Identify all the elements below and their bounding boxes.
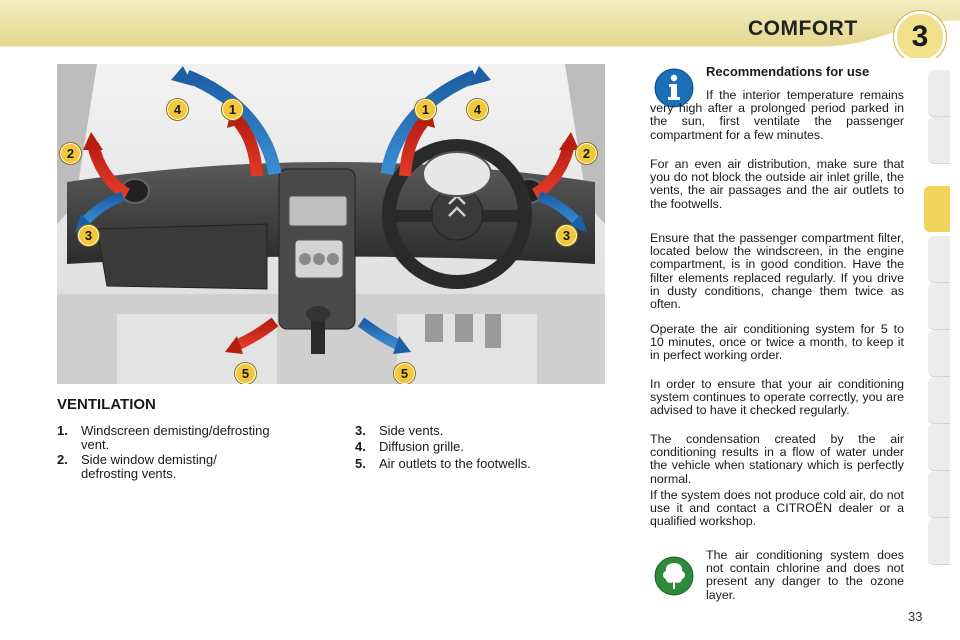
chapter-tabs	[928, 70, 950, 570]
recommendation-paragraph: Ensure that the passenger compartment filter, located below the windscreen, in the engine compartment, is in good condition. Have the filter elements replaced regularly. If you drive in dusty conditions, change them twice as often.	[650, 231, 904, 312]
chapter-tab[interactable]	[928, 471, 950, 518]
legend-item-5	[355, 457, 595, 473]
callout-3-left: 3	[78, 225, 99, 246]
chapter-tab[interactable]	[928, 377, 950, 424]
environment-note: The air conditioning system does not contain chlorine and does not present any danger to the ozone layer.	[706, 548, 904, 602]
recommendation-paragraph: Operate the air conditioning system for 5 to 10 minutes, once or twice a month, to keep it in perfect working order.	[650, 322, 904, 363]
recommendation-paragraph: If the interior temperature remains very high after a prolonged period parked in the sun, first ventilate the passenger compartment for a few minutes.	[650, 88, 904, 142]
chapter-tab[interactable]	[928, 330, 950, 377]
chapter-tab[interactable]	[928, 518, 950, 565]
legend-item-2	[57, 453, 327, 483]
legend-text: Side vents.	[379, 423, 444, 438]
legend-number: 1.	[57, 423, 68, 438]
dashboard-illustration	[57, 64, 605, 384]
tree-icon	[654, 556, 694, 596]
recommendation-paragraph: For an even air distribution, make sure that you do not block the outside air inlet grille, the vents, the air passages and the air outlets to the footwells.	[650, 157, 904, 211]
callout-4-left: 4	[167, 99, 188, 120]
recommendation-paragraph: In order to ensure that your air conditioning system continues to operate correctly, you are advised to have it checked regularly.	[650, 377, 904, 418]
legend-number: 2.	[57, 452, 68, 467]
ventilation-heading: VENTILATION	[57, 396, 156, 413]
dashboard-ventilation-figure	[57, 64, 605, 384]
legend-text: Air outlets to the footwells.	[379, 456, 531, 471]
callout-3-right: 3	[556, 225, 577, 246]
recommendations-title: Recommendations for use	[706, 64, 870, 79]
legend-item-3	[355, 424, 595, 440]
page-number: 33	[908, 609, 923, 624]
legend-item-1	[57, 424, 327, 454]
chapter-title: COMFORT	[748, 17, 858, 40]
chapter-number-badge: 3	[894, 11, 946, 58]
legend-item-4	[355, 440, 595, 456]
chapter-tab[interactable]	[928, 283, 950, 330]
legend-number: 3.	[355, 423, 366, 438]
page-header	[0, 0, 960, 58]
callout-2-right: 2	[576, 143, 597, 164]
legend-text: Side window demisting/ defrosting vents.	[81, 452, 217, 481]
callout-2-left: 2	[60, 143, 81, 164]
legend-number: 5.	[355, 456, 366, 471]
chapter-tab-active[interactable]	[924, 186, 950, 232]
callout-4-right: 4	[467, 99, 488, 120]
chapter-tab[interactable]	[928, 236, 950, 283]
legend-text: Diffusion grille.	[379, 439, 465, 454]
chapter-tab[interactable]	[928, 70, 950, 117]
callout-5-right: 5	[394, 363, 415, 384]
legend-number: 4.	[355, 439, 366, 454]
recommendation-paragraph: If the system does not produce cold air, do not use it and contact a CITROËN dealer or a qualified workshop.	[650, 488, 904, 529]
callout-5-left: 5	[235, 363, 256, 384]
recommendation-paragraph: The condensation created by the air conditioning results in a flow of water under the vehicle when stationary which is perfectly normal.	[650, 432, 904, 486]
legend-text: Windscreen demisting/defrosting vent.	[81, 423, 270, 452]
callout-1-left: 1	[222, 99, 243, 120]
callout-1-right: 1	[415, 99, 436, 120]
chapter-tab[interactable]	[928, 117, 950, 164]
chapter-tab[interactable]	[928, 424, 950, 471]
